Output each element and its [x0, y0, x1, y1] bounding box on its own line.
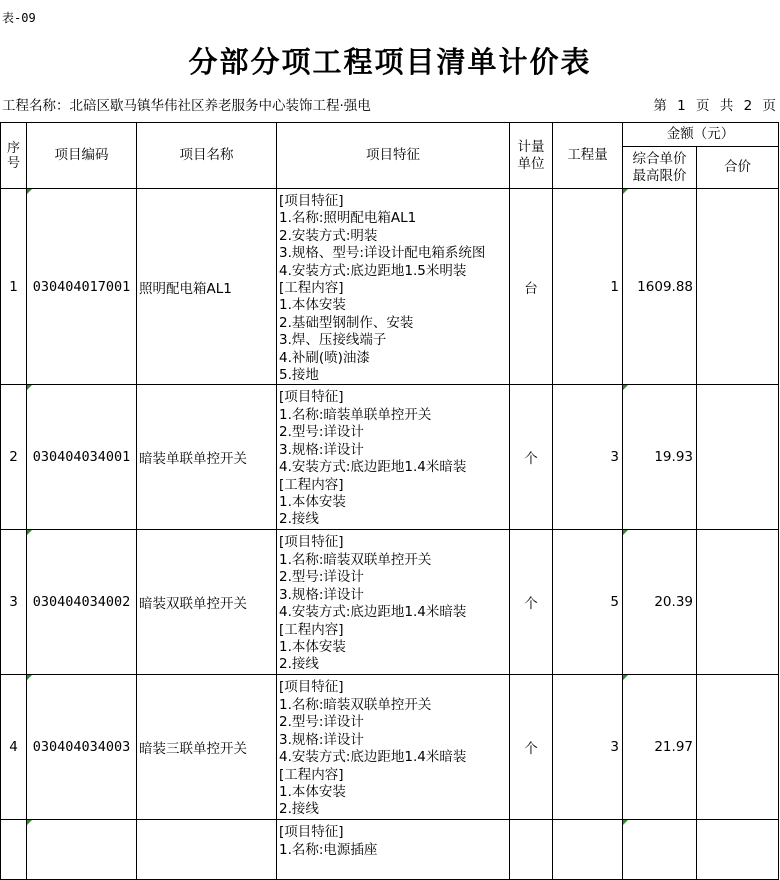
row-qty: 3	[553, 385, 623, 530]
row-name: 暗装单联单控开关	[137, 385, 277, 530]
feature-line: 3.规格、型号:详设计配电箱系统图	[279, 245, 486, 262]
feature-line: 3.规格:详设计	[279, 731, 364, 748]
row-qty: 3	[553, 675, 623, 820]
table-row	[1, 530, 779, 675]
row-features	[277, 385, 510, 530]
row-unit: 台	[510, 189, 553, 385]
feature-line: [工程内容]	[279, 766, 344, 783]
row-seq: 1	[1, 189, 27, 385]
feature-line: 3.焊、压接线端子	[279, 332, 387, 349]
feature-line: 4.补刷(喷)油漆	[279, 349, 370, 366]
header-unit: 计量单位	[510, 123, 553, 189]
feature-line: 1.本体安装	[279, 638, 346, 655]
feature-line: 1.名称:暗装单联单控开关	[279, 406, 432, 423]
feature-line: [项目特征]	[279, 534, 344, 551]
header-seq: 序号	[1, 123, 27, 189]
row-name	[137, 820, 277, 880]
row-max-price	[623, 820, 697, 880]
feature-line: 1.本体安装	[279, 297, 346, 314]
row-code: 030404017001	[27, 189, 137, 385]
row-code: 030404034001	[27, 385, 137, 530]
feature-line: 2.基础型钢制作、安装	[279, 314, 414, 331]
row-name: 暗装双联单控开关	[137, 530, 277, 675]
pricing-table	[0, 122, 779, 880]
feature-line: 1.本体安装	[279, 493, 346, 510]
row-qty: 5	[553, 530, 623, 675]
header-amount: 金额（元）	[623, 123, 779, 147]
row-max-price: 20.39	[623, 530, 697, 675]
row-unit	[510, 820, 553, 880]
row-name: 照明配电箱AL1	[137, 189, 277, 385]
feature-line: [项目特征]	[279, 824, 344, 841]
row-seq: 2	[1, 385, 27, 530]
table-row	[1, 385, 779, 530]
page-info: 第 1 页 共 2 页	[653, 98, 776, 114]
feature-line: 4.安装方式:底边距地1.4米暗装	[279, 604, 467, 621]
feature-line: [项目特征]	[279, 679, 344, 696]
table-row	[1, 820, 779, 880]
feature-line: 4.安装方式:底边距地1.4米暗装	[279, 459, 467, 476]
row-features	[277, 675, 510, 820]
feature-line: 3.规格:详设计	[279, 441, 364, 458]
feature-line: 4.安装方式:底边距地1.4米暗装	[279, 749, 467, 766]
row-seq: 4	[1, 675, 27, 820]
header-max-price: 综合单价最高限价	[623, 147, 697, 189]
feature-line: 1.名称:电源插座	[279, 841, 378, 858]
row-features	[277, 820, 510, 880]
feature-line: 3.规格:详设计	[279, 586, 364, 603]
row-features	[277, 189, 510, 385]
row-qty	[553, 820, 623, 880]
feature-line: 2.型号:详设计	[279, 569, 364, 586]
header-name: 项目名称	[137, 123, 277, 189]
header-features: 项目特征	[277, 123, 510, 189]
header-qty: 工程量	[553, 123, 623, 189]
feature-line: [工程内容]	[279, 621, 344, 638]
row-code: 030404034002	[27, 530, 137, 675]
feature-line: 2.接线	[279, 656, 319, 673]
form-code: 表-09	[2, 11, 36, 25]
feature-line: [项目特征]	[279, 193, 344, 209]
feature-line: 1.本体安装	[279, 783, 346, 800]
page-title: 分部分项工程项目清单计价表	[188, 45, 592, 79]
feature-line: 2.型号:详设计	[279, 714, 364, 731]
row-max-price: 21.97	[623, 675, 697, 820]
row-total	[697, 189, 779, 385]
row-code	[27, 820, 137, 880]
table-row	[1, 189, 779, 385]
feature-line: [项目特征]	[279, 389, 344, 406]
row-total	[697, 530, 779, 675]
feature-line: [工程内容]	[279, 280, 344, 297]
project-name: 工程名称：北碚区歇马镇华伟社区养老服务中心装饰工程·强电	[2, 98, 371, 114]
header-code: 项目编码	[27, 123, 137, 189]
row-unit: 个	[510, 675, 553, 820]
row-seq: 3	[1, 530, 27, 675]
feature-line: 2.接线	[279, 801, 319, 818]
row-code: 030404034003	[27, 675, 137, 820]
header-total: 合价	[697, 147, 779, 189]
feature-line: [工程内容]	[279, 476, 344, 493]
feature-line: 2.接线	[279, 511, 319, 528]
row-unit: 个	[510, 530, 553, 675]
feature-line: 1.名称:暗装双联单控开关	[279, 551, 432, 568]
feature-line: 1.名称:照明配电箱AL1	[279, 210, 417, 227]
feature-line: 1.名称:暗装双联单控开关	[279, 696, 432, 713]
feature-line: 2.型号:详设计	[279, 424, 364, 441]
row-unit: 个	[510, 385, 553, 530]
row-name: 暗装三联单控开关	[137, 675, 277, 820]
row-features	[277, 530, 510, 675]
feature-line: 4.安装方式:底边距地1.5米明装	[279, 262, 467, 279]
row-total	[697, 385, 779, 530]
row-qty: 1	[553, 189, 623, 385]
row-max-price: 19.93	[623, 385, 697, 530]
row-max-price: 1609.88	[623, 189, 697, 385]
table-row	[1, 675, 779, 820]
feature-line: 2.安装方式:明装	[279, 227, 378, 244]
row-total	[697, 675, 779, 820]
feature-line: 5.接地	[279, 367, 319, 384]
row-seq	[1, 820, 27, 880]
row-total	[697, 820, 779, 880]
